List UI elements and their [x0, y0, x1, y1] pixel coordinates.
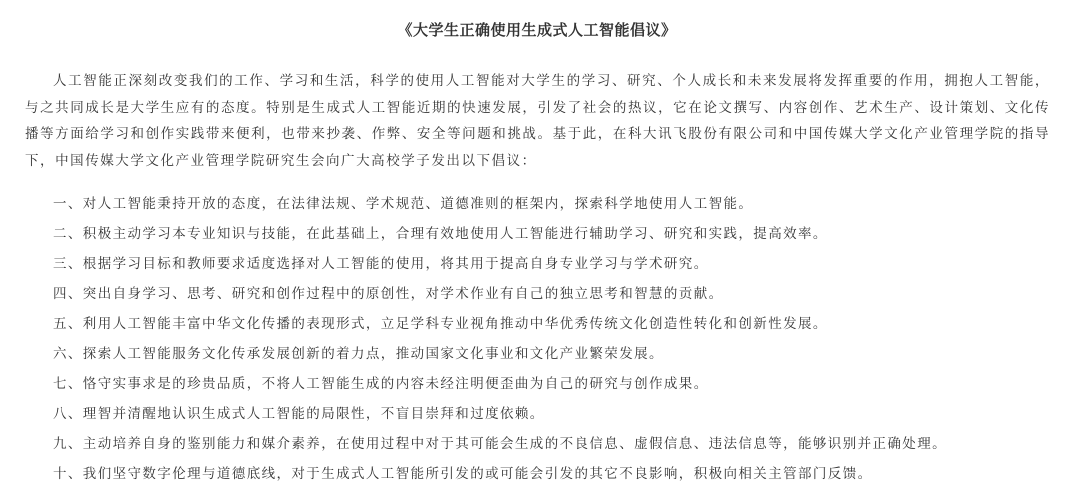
initiative-item-7: 七、恪守实事求是的珍贵品质，不将人工智能生成的内容未经注明便歪曲为自己的研究与创作成果。: [53, 376, 709, 392]
initiative-item-5: 五、利用人工智能丰富中华文化传播的表现形式，立足学科专业视角推动中华优秀传统文化创造性转化和创新性发展。: [53, 316, 828, 332]
initiative-item-2: 二、积极主动学习本专业知识与技能，在此基础上，合理有效地使用人工智能进行辅助学习、研究和实践，提高效率。: [53, 226, 828, 242]
document-title: 《大学生正确使用生成式人工智能倡议》: [397, 21, 677, 39]
intro-paragraph: 人工智能正深刻改变我们的工作、学习和生活，科学的使用人工智能对大学生的学习、研究、个人成长和未来发展将发挥重要的作用，拥抱人工智能，与之共同成长是大学生应有的态度。特别是生成式人工智能近期的快速发展，引发了社会的热议，它在论文撰写、内容创作、艺术生产、设计策划、文化传播等方面给学习和创作实践带来便利，也带来抄袭、作弊、安全等问题和挑战。基于此，在科大讯飞股份有限公司和中国传媒大学文化产业管理学院的指导下，中国传媒大学文化产业管理学院研究生会向广大高校学子发出以下倡议：: [25, 73, 1050, 169]
initiative-item-9: 九、主动培养自身的鉴别能力和媒介素养，在使用过程中对于其可能会生成的不良信息、虚假信息、违法信息等，能够识别并正确处理。: [53, 436, 947, 452]
initiative-item-10: 十、我们坚守数字伦理与道德底线，对于生成式人工智能所引发的或可能会引发的其它不良影响，积极向相关主管部门反馈。: [53, 466, 873, 482]
initiative-item-6: 六、探索人工智能服务文化传承发展创新的着力点，推动国家文化事业和文化产业繁荣发展。: [53, 346, 664, 362]
initiative-item-8: 八、理智并清醒地认识生成式人工智能的局限性，不盲目崇拜和过度依赖。: [53, 406, 545, 422]
initiative-item-1: 一、对人工智能秉持开放的态度，在法律法规、学术规范、道德准则的框架内，探索科学地使用人工智能。: [53, 196, 754, 212]
initiative-list: [25, 189, 1065, 489]
initiative-item-4: 四、突出自身学习、思考、研究和创作过程中的原创性，对学术作业有自己的独立思考和智慧的贡献。: [53, 286, 724, 302]
initiative-item-3: 三、根据学习目标和教师要求适度选择对人工智能的使用，将其用于提高自身专业学习与学术研究。: [53, 256, 709, 272]
